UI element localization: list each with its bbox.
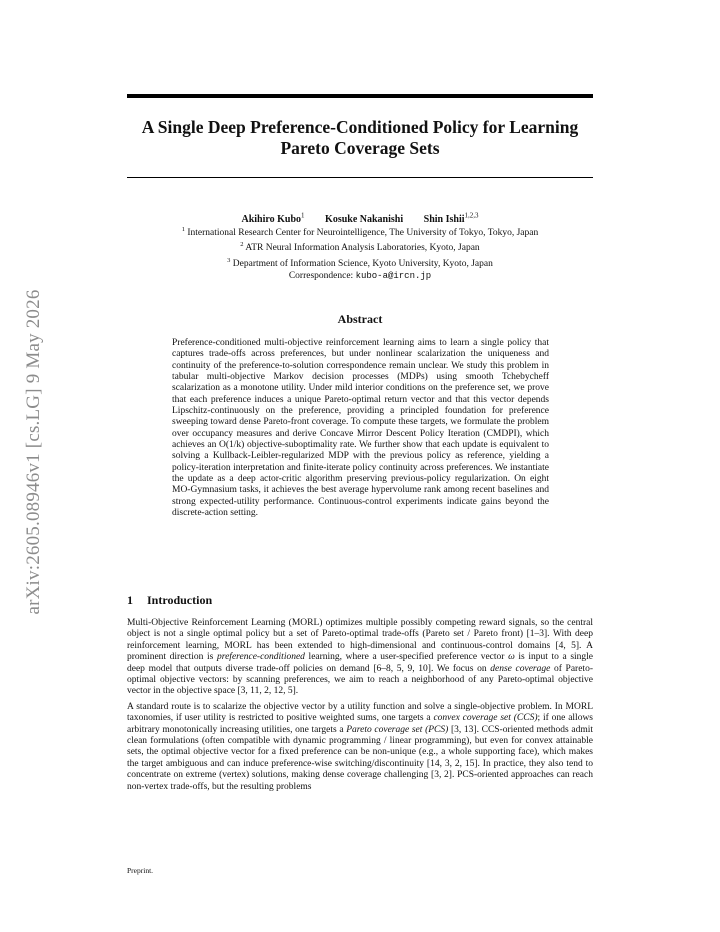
paragraph: Multi-Objective Reinforcement Learning (MORL) optimizes multiple possibly competing reward signals, so the central object is not a single optimal policy but a set of Pareto-optimal trade-offs (Pareto set / Pareto front) [1–3]. With deep reinforcement learning, MORL has been extended to high-dimensional and continuous-control domains [4, 5]. A prominent direction is preference-conditioned learning, where a user-specified preference vector ω is input to a single deep model that outputs diverse trade-off policies on demand [6–8, 5, 9, 10]. We focus on dense coverage of Pareto-optimal objective vectors: by scanning preferences, we aim to reach a neighborhood of any Pareto-optimal objective vector in the objective space [3, 11, 2, 12, 5].: [127, 618, 594, 697]
abstract-heading: Abstract: [337, 312, 383, 326]
affiliations: [100, 224, 620, 282]
arxiv-id-text: arXiv:2605.08946v1 [cs.LG] 9 May 2026: [23, 289, 44, 615]
paper-title: A Single Deep Preference-Conditioned Policy for Learning Pareto Coverage Sets: [141, 117, 579, 158]
arxiv-identifier: [20, 262, 48, 642]
title-top-rule: [127, 94, 593, 98]
author: Kosuke Nakanishi: [325, 214, 404, 226]
section-heading: [127, 593, 212, 608]
section-number: 1: [127, 593, 133, 607]
correspondence-email[interactable]: kubo-a@ircn.jp: [355, 271, 432, 282]
paragraph: A standard route is to scalarize the objective vector by a utility function and solve a single-objective problem. In MORL taxonomies, if user utility is restricted to positive weighted sums, one targets a convex coverage set (CCS); if one allows arbitrary monotonically increasing utilities, one targets a Pareto coverage set (PCS) [3, 13]. CCS-oriented methods admit clean formulations (often compatible with dynamic programming / linear programming), but even for convex attainable sets, the optimal objective vector for a fixed preference can be non-unique (e.g., a whole supporting face), which makes the target ambiguous and can induce preference-wise switching/discontinuity [14, 3, 2, 15]. In practice, they also tend to concentrate on extreme (vertex) solutions, making dense coverage challenging [3, 2]. PCS-oriented approaches can reach non-vertex trade-offs, but the resulting problems: [127, 701, 594, 792]
author: Akihiro Kubo$^1$: [241, 212, 305, 226]
author: Shin Ishii$^{1,2,3}$: [423, 212, 479, 226]
introduction-body: [127, 618, 593, 797]
footer-note: Preprint.: [127, 866, 154, 875]
correspondence: Correspondence: kubo-a@ircn.jp: [288, 271, 432, 282]
title-bottom-rule: [127, 177, 593, 178]
section-title: Introduction: [147, 593, 213, 607]
affiliation: $^2$ ATR Neural Information Analysis Laboratories, Kyoto, Japan: [240, 241, 480, 254]
abstract-body: Preference-conditioned multi-objective reinforcement learning aims to learn a single policy that captures trade-offs across preferences, but under nonlinear scalarization the uniqueness and continuity of the preference-to-solution correspondence remain unclear. We study this problem in tabular multi-objective Markov decision processes (MDPs) using smooth Tchebycheff scalarization as a monotone utility. Under mild interior conditions on the preference set, we prove that each preference induces a unique Pareto-optimal return vector and that this vector depends Lipschitz-continuously on the preference, providing a principled foundation for preference sweeping toward dense Pareto-front coverage. To compute these targets, we formulate the problem over occupancy measures and derive Concave Mirror Descent Policy Iteration (CMDPI), which achieves an O(1/k) objective-suboptimality rate. We further show that each update is equivalent to solving a Kullback-Leibler-regularized MDP with the previous policy as reference, yielding a policy-iteration interpretation and finite-iterate policy continuity across preferences. We instantiate the update as a deep actor-critic algorithm preserving previous-policy regularization. On eight MO-Gymnasium tasks, it achieves the best average hypervolume rank among recent baselines and strong expected-utility performance. Continuous-control experiments indicate gains beyond the discrete-action setting.: [172, 338, 549, 519]
affiliation: $^3$ Department of Information Science, Kyoto University, Kyoto, Japan: [227, 256, 493, 269]
affiliation: $^1$ International Research Center for Neurointelligence, The University of Tokyo, Tokyo, Japan: [181, 226, 539, 239]
